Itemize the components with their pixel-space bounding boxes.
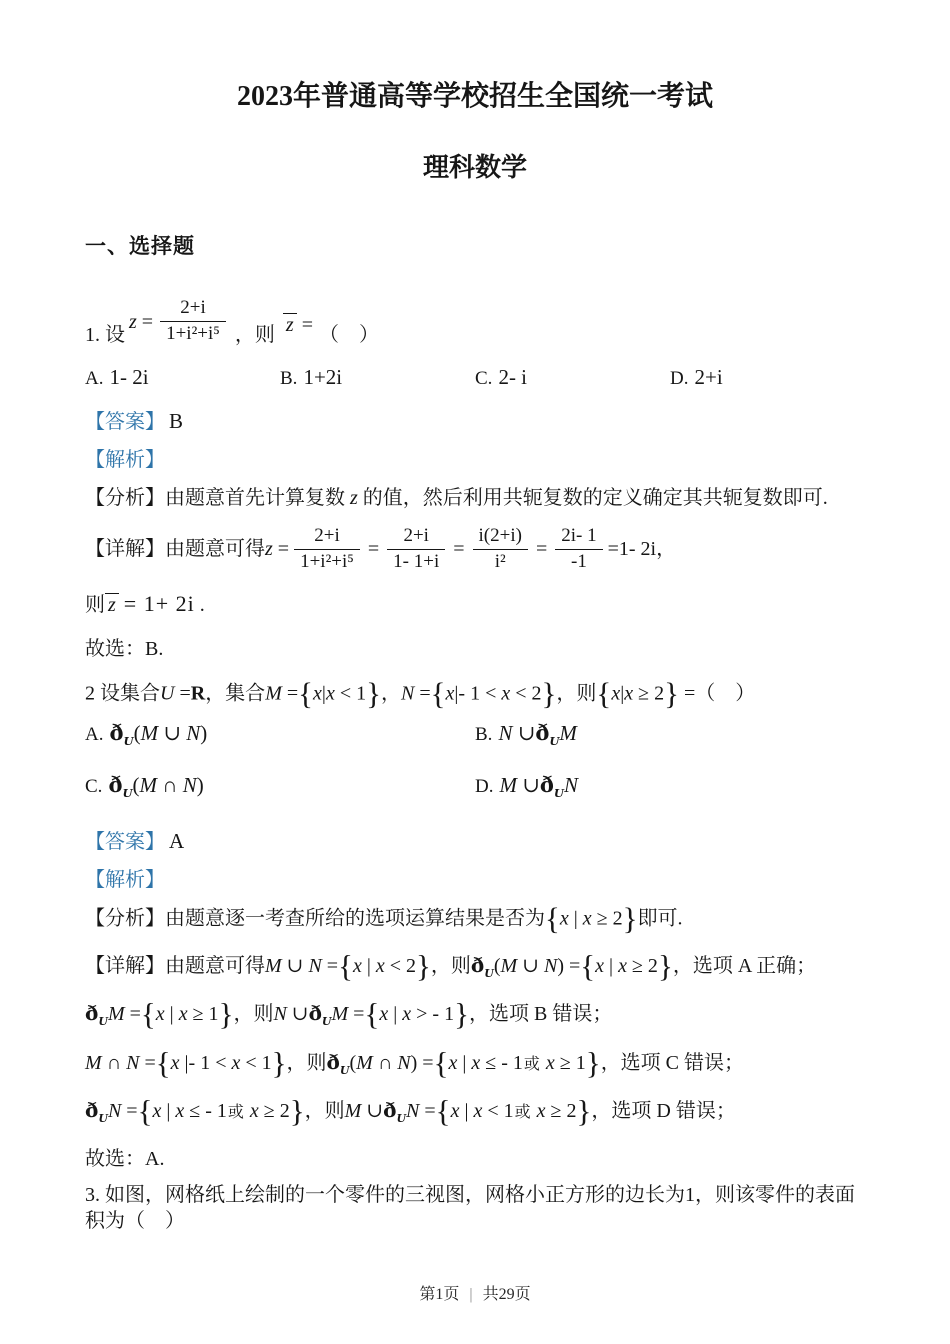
q2-choice: 故选：A. [85, 1147, 165, 1170]
page-subtitle: 理科数学 [422, 152, 527, 182]
q1-eq-lhs: z = [129, 310, 154, 333]
equals-sign: = [535, 538, 548, 561]
fraction: $\frac{2+i}{\text{1+i²+i⁵}}$ [294, 525, 360, 574]
q2-options [85, 719, 865, 801]
q2-question: 2 设集合U =R，集合M ={x|x < 1}，N ={x|- 1 < x < 2}，则{x|x ≥ 2} =（ ） [85, 676, 756, 712]
q1-choice: 故选：B. [85, 638, 164, 661]
q1-equation [129, 297, 231, 346]
q2-answer-value: A [169, 828, 185, 853]
q2-detail-line-3: M ∩ N ={x |- 1 < x < 1}，则$ð_U(M$ ∩ N) ={x | x ≤ - 1或 x ≥ 1}，选项 C 错误； [85, 1045, 745, 1081]
q1-options [85, 364, 865, 392]
q1-zbar: z = [283, 312, 313, 338]
q1-detail-lead: 【详解】由题意可得z = [85, 538, 290, 561]
jiexi-label: 【解析】 [85, 449, 165, 472]
q2-analysis: 【分析】由题意逐一考查所给的选项运算结果是否为{x | x ≥ 2}即可. [85, 900, 683, 936]
q1-option-c: C. 2- i [475, 365, 528, 390]
footer-total-pages: 共29页 [482, 1286, 531, 1304]
q2-option-c: C. $ð_U(M$ ∩ N) [85, 772, 204, 801]
q1-conjugate-line: 则 z = 1+ 2i . [85, 590, 205, 616]
answer-label: 【答案】 [85, 830, 165, 853]
q1-analysis: 【分析】由题意首先计算复数 z 的值，然后利用共轭复数的定义确定其共轭复数即可. [85, 487, 828, 510]
fraction: $\frac{2+i}{1- 1+i}$ [387, 525, 445, 574]
q2-detail-line-1: 【详解】由题意可得M ∪ N ={x | x < 2}，则$ð_U(M$ ∪ N) ={x | x ≥ 2}，选项 A 正确； [85, 948, 817, 984]
q1-mid-text: ，则 [234, 324, 275, 347]
q1-option-d: D. 2+i [670, 365, 723, 390]
equals-sign: = [367, 538, 380, 561]
q2-detail-line-4: $ð_UN =\{x$ | x ≤ - 1或 x ≥ 2}，则M $\cup ð_UN =\{x$ | x < 1或 x ≥ 2}，选项 D 错误； [85, 1093, 736, 1129]
fraction: $\frac{2+i}{\text{1+i²+i⁵}}$ [160, 297, 226, 346]
q1-jiexi-line [85, 447, 865, 473]
q2-option-d: D. M $\cup ð_UN$ [475, 772, 578, 801]
equals-sign: = [453, 538, 465, 561]
q1-question [85, 270, 865, 350]
page-footer [0, 1285, 950, 1306]
answer-label: 【答案】 [85, 410, 165, 433]
section-heading: 一、选择题 [85, 234, 195, 258]
q1-detail [85, 525, 865, 574]
q3-question: 3. 如图，网格纸上绘制的一个零件的三视图，网格小正方形的边长为1，则该零件的表面积为（ ） [85, 1183, 855, 1232]
page-title: 2023年普通高等学校招生全国统一考试 [236, 81, 713, 112]
footer-page-number: 第1页 [419, 1286, 460, 1304]
q2-detail-line-2: $ð_UM =\{x$ | x ≥ 1}，则N $\cup ð_UM =\{x$ | x > - 1}，选项 B 错误； [85, 996, 613, 1032]
q1-answer-value: B [169, 408, 184, 433]
q2-option-a: A. $ð_U(M$ ∪ N) [85, 720, 208, 749]
q1-number: 1. 设 [85, 324, 125, 347]
jiexi-label: 【解析】 [85, 868, 165, 891]
q1-option-a: A. 1- 2i [85, 365, 149, 390]
q2-jiexi-line [85, 867, 865, 893]
q1-detail-result: =1- 2i， [607, 538, 677, 561]
q2-answer-line [85, 828, 865, 855]
fraction: $\frac{i(2+i)}{\text{i²}}$ [473, 525, 528, 574]
q1-paren: （ ） [318, 324, 379, 347]
q1-option-b: B. 1+2i [280, 365, 343, 390]
fraction: $\frac{2i- 1}{-1}$ [555, 525, 602, 574]
q1-answer-line [85, 408, 865, 435]
footer-separator: | [469, 1286, 473, 1304]
q2-option-b: B. N $\cup ð_UM$ [475, 720, 577, 749]
